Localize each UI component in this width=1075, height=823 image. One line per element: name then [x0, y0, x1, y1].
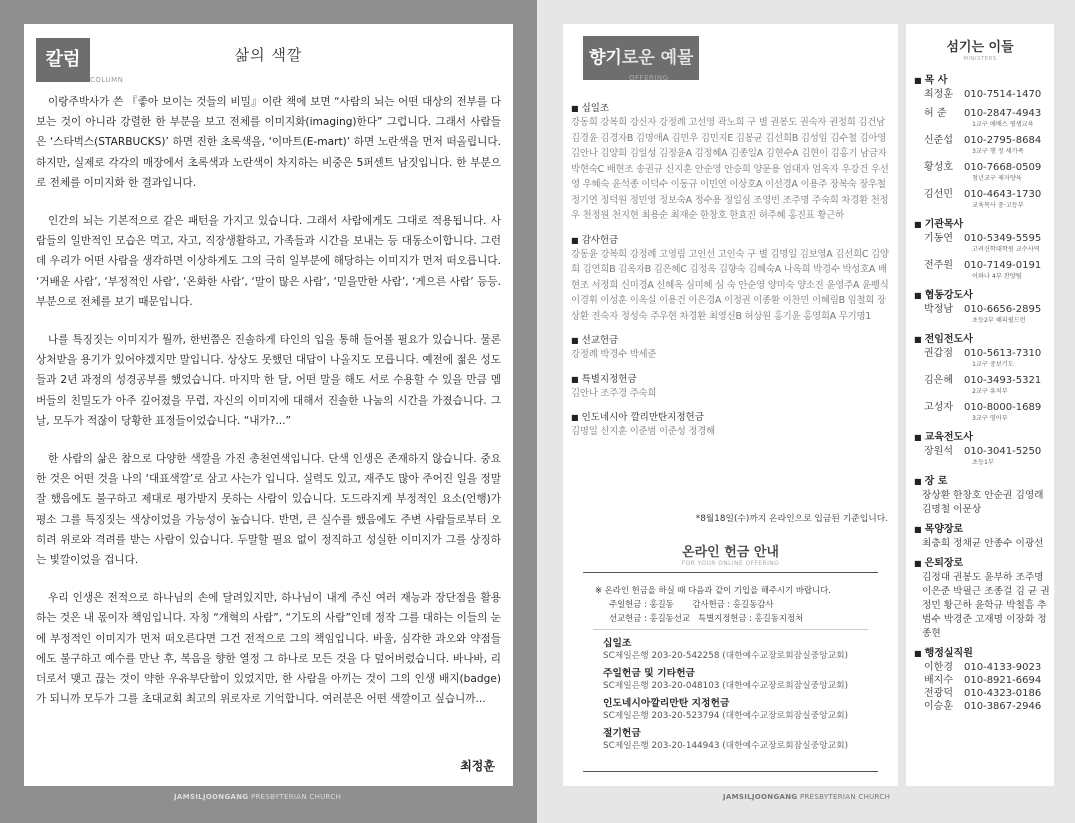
minister-role: 청년교구 제자양육	[972, 175, 1022, 182]
edu-section-title	[914, 428, 1052, 443]
minister-role: 3교구 행 정 새가족	[972, 148, 1024, 155]
minister-row	[924, 188, 1052, 201]
minister-phone: 010-8000-1689	[964, 402, 1042, 413]
minister-role: 고려신학대학원 교수사역	[972, 246, 1040, 253]
minister-phone: 010-6656-2895	[964, 304, 1042, 315]
offering-panel	[563, 24, 898, 786]
minister-role: 1교구 애배스 평생교육	[972, 121, 1034, 128]
staff-phone: 010-8921-6694	[964, 675, 1042, 686]
online-example-line: 선교헌금 : 홍길동선교 특별지정헌금 : 홍길동지정처	[609, 613, 804, 623]
offering-section-title	[571, 332, 893, 346]
tithe-title: 십일조	[581, 103, 610, 114]
footer-brand: JAMSILJOONGANG	[723, 793, 798, 801]
minister-role: 교육목사 중·고등부	[972, 202, 1024, 209]
online-box	[583, 572, 878, 772]
square-bullet-icon: ■	[914, 220, 922, 229]
column-author: 최정훈	[460, 759, 495, 773]
minister-row	[924, 303, 1052, 316]
offering-tag-b: 로운 예물	[621, 48, 694, 68]
account-item	[603, 727, 848, 752]
square-bullet-icon: ■	[571, 413, 579, 422]
minister-role: 2교구 유치부	[972, 388, 1008, 395]
staff-phone: 010-4323-0186	[964, 688, 1042, 699]
minister-name: 기동연	[924, 233, 953, 244]
account-number: SC제일은행 203-20-542258 (대한예수교장로회잠실중앙교회)	[603, 651, 849, 661]
evan-title: 전임전도사	[924, 334, 973, 345]
minister-row	[924, 107, 1052, 120]
minister-role: 초등1부	[972, 459, 994, 466]
column-paragraph: 나를 특징짓는 이미지가 뭘까, 한번쯤은 진솔하게 타인의 입을 통해 들어볼 필요가 있습니다. 물론 상처받을 용기가 있어야겠지만 말입니다. 상상도 못했던 대답이 나올지도 모릅니다. 예전에 젊은 성도들과 2년 과정의 성경공부를 했었습니다. 마지막 한 달, 어떤 말을 해도 서로 수용할 수 있을 만큼 멤버들의 친밀도가 아주 깊어졌을 무렵, 자신의 이미지에 대해서 진솔한 나눔의 시간을 가졌습니다. 그날, 모두가 적잖이 당황한 표정들이었습니다. “내가?...”	[36, 334, 501, 427]
pastor-title: 목 사	[924, 75, 948, 86]
minister-row	[924, 88, 1052, 101]
column-title: 삶의 색깔	[234, 46, 303, 64]
minister-role: 초등2부 해피필드런	[972, 317, 1026, 324]
offering-section-title	[571, 409, 893, 423]
square-bullet-icon: ■	[571, 374, 579, 384]
account-item	[603, 667, 848, 692]
offering-list	[571, 100, 893, 448]
staff-name: 배지수	[924, 675, 953, 686]
special-names: 김안나 조주경 주숙희	[571, 387, 657, 399]
emeritus-title: 은퇴장로	[924, 558, 964, 569]
staff-row	[924, 674, 1052, 687]
staff-row	[924, 661, 1052, 674]
minister-row	[924, 232, 1052, 245]
minister-row	[924, 347, 1052, 360]
account-item	[603, 697, 848, 722]
staff-name: 이승훈	[924, 701, 953, 712]
column-body	[36, 92, 501, 727]
minister-phone: 010-5613-7310	[964, 348, 1042, 359]
column-paragraph: 한 사람의 삶은 참으로 다양한 색깔을 가진 총천연색입니다. 단색 인생은 존재하지 않습니다. 중요한 것은 어떤 것을 나의 ‘대표색깔’로 삼고 사는가 입니다. 실력도 있고, 재주도 많아 주어진 일을 정말 잘 했음에도 불구하고 제대로 평가받지 못하는 사람이 있습니다. 도드라지게 부정적인 요소(언행)가 평소 그를 특징짓는 색상이었을 가능성이 높습니다. 반면, 큰 실수를 했음에도 주변 사람들로부터 오히려 위로와 격려를 받는 사람이 있습니다. 두말할 필요 없이 정직하고 성실한 이미지가 그를 상징하는 빛깔이었을 겁니다.	[36, 453, 501, 567]
account-number: SC제일은행 203-20-048103 (대한예수교장로회잠실중앙교회)	[603, 681, 849, 691]
ministers-title: 섬기는 이들	[946, 40, 1014, 55]
square-bullet-icon: ■	[914, 76, 922, 85]
minister-phone: 010-7149-0191	[964, 260, 1042, 271]
minister-name: 최정훈	[924, 89, 953, 100]
tithe-names: 강동희 강복희 강신자 강정례 고선영 곽노희 구 별 권봉도 권숙자 권정희 김건남 김경윤 김경자B 김명애A 김민우 김민지E 김봉균 김선희B 김성임 김수철 김아영 김안나 김양희 김일성 김정윤A 김정혜A 김종일A 김현수A 김현이 김홍기 남금자 박현숙C 배현조 송권규 신지훈 안순영 안승희 양문용 엄대자 엄옥자 우강건 우선영 우혜숙 윤석종 이덕수 이동규 이민연 이상호A 이선경A 이용주 장복숙 장우철 정기연 정덕원 정민영 정보숙A 정수용 정일심 조영빈 조주명 주숙희 차경환 천정우 천정원 천지현 최용순 최재순 한창호 한효진 허주혜 홍진표 황근하	[571, 117, 889, 221]
account-name: 인도네시아깔리만탄 지정헌금	[603, 698, 730, 709]
minister-name: 김선민	[924, 189, 953, 200]
minister-row	[924, 374, 1052, 387]
retired-elder-title: 목양장로	[924, 524, 964, 535]
coop-title: 협동강도사	[924, 290, 973, 301]
indonesia-names: 김명일 신지훈 이준범 이준성 정경해	[571, 426, 715, 437]
pastor-section-title	[914, 71, 1052, 86]
account-number: SC제일은행 203-20-144943 (대한예수교장로회잠실중앙교회)	[603, 741, 849, 751]
minister-name: 고성자	[924, 402, 953, 413]
minister-row	[924, 401, 1052, 414]
online-sub: FOR YOUR ONLINE OFFERING	[681, 560, 780, 567]
minister-phone: 010-7514-1470	[964, 89, 1042, 100]
account-list	[603, 637, 848, 757]
account-name: 주일헌금 및 기타헌금	[603, 668, 695, 679]
square-bullet-icon: ■	[914, 525, 922, 534]
mission-title: 선교헌금	[581, 335, 619, 346]
deadline-note: *8월18일(수)까지 온라인으로 입금된 기준입니다.	[695, 514, 888, 524]
square-bullet-icon: ■	[914, 559, 922, 568]
offering-tag-a: 향기	[589, 48, 622, 68]
admin-title: 행정실직원	[924, 648, 973, 659]
minister-phone: 010-4643-1730	[964, 189, 1042, 200]
online-title: 온라인 헌금 안내	[682, 545, 779, 560]
staff-phone: 010-3867-2946	[964, 701, 1042, 712]
minister-phone: 010-2847-4943	[964, 108, 1042, 119]
footer-rest: PRESBYTERIAN CHURCH	[248, 793, 342, 801]
special-title: 특별지정헌금	[581, 373, 637, 385]
minister-name: 권갑점	[924, 348, 953, 359]
minister-role: 어와나 4부 찬양팀	[972, 273, 1022, 280]
staff-row	[924, 700, 1052, 713]
minister-name: 황성호	[924, 162, 953, 173]
minister-name: 신준섭	[924, 135, 953, 146]
square-bullet-icon: ■	[571, 336, 579, 345]
minister-name: 허 준	[924, 108, 947, 119]
minister-role: 1교구 중보기도	[972, 361, 1014, 368]
minister-phone: 010-5349-5595	[964, 233, 1042, 244]
square-bullet-icon: ■	[914, 291, 922, 300]
minister-name: 장원석	[924, 446, 953, 457]
minister-phone: 010-3041-5250	[964, 446, 1042, 457]
offering-section-title	[571, 371, 893, 385]
ministers-panel	[906, 24, 1054, 786]
ministers-list	[914, 68, 1052, 713]
inst-section-title	[914, 215, 1052, 230]
emeritus-names: 김정대 권봉도 윤부하 조주명 이은준 박필근 조종걸 김 균 권정민 황근하 윤학규 박철흠 추범수 박경준 고재명 이장화 정종현	[922, 572, 1050, 639]
offering-sub: OFFERING	[629, 74, 669, 82]
minister-phone: 010-7668-0509	[964, 162, 1042, 173]
elder-title: 장 로	[924, 476, 948, 487]
edu-title: 교육전도사	[924, 432, 973, 443]
minister-name: 전주원	[924, 260, 953, 271]
minister-row	[924, 161, 1052, 174]
square-bullet-icon: ■	[914, 477, 922, 486]
inst-title: 기관목사	[924, 219, 964, 230]
evan-section-title	[914, 330, 1052, 345]
coop-section-title	[914, 286, 1052, 301]
square-bullet-icon: ■	[914, 649, 922, 658]
thanks-title: 감사헌금	[581, 234, 619, 246]
staff-row	[924, 687, 1052, 700]
column-sub: COLUMN	[90, 76, 124, 84]
divider	[593, 629, 868, 630]
minister-phone: 010-2795-8684	[964, 135, 1042, 146]
account-name: 절기헌금	[603, 728, 641, 739]
ministers-sub: MINISTERS	[963, 56, 997, 62]
footer-left	[174, 793, 341, 801]
account-name: 십일조	[603, 638, 632, 649]
account-item	[603, 637, 848, 662]
elder-names: 장상환 한창호 안순권 김영래 김명철 이문상	[922, 490, 1044, 515]
account-number: SC제일은행 203-20-523794 (대한예수교장로회잠실중앙교회)	[603, 711, 849, 721]
staff-name: 전광덕	[924, 688, 953, 699]
footer-rest: PRESBYTERIAN CHURCH	[797, 793, 891, 801]
column-tag: 칼럼	[36, 38, 90, 82]
minister-name: 김은혜	[924, 375, 953, 386]
column-paragraph: 우리 인생은 전적으로 하나님의 손에 달려있지만, 하나님이 내게 주신 여러 재능과 장단점을 활용하는 것은 내 몫이자 책임입니다. 자칭 “개혁의 사람”, “기도의 사람”인데 정작 그를 대하는 이들의 눈에 부정적인 이미지가 먼저 떠오른다면 그건 전적으로 그의 책임입니다. 바울, 심각한 과오와 약점들에도 불구하고 예수를 만난 후, 복음을 향한 열정 그 하나로 모든 것을 다 덮어버렸습니다. 바나바, 리더로서 맺고 끊는 것이 약한 우유부단함이 있었지만, 한 사람을 아끼는 것이 그의 인생 배지(badge)가 되니까 모두가 그를 초대교회 최고의 위로자로 기억합니다. 여러분은 어떤 색깔이고 싶습니까...	[36, 592, 501, 706]
minister-name: 박정남	[924, 304, 953, 315]
staff-name: 이한경	[924, 662, 953, 673]
column-paragraph: 인간의 뇌는 기본적으로 같은 패턴을 가지고 있습니다. 그래서 사람에게도 그대로 적용됩니다. 사람들의 일반적인 모습은 먹고, 자고, 직장생활하고, 가족들과 시간을 보내는 등 대동소이합니다. 그런데 우리가 어떤 사람을 생각하면 이상하게도 그의 극히 일부분에 해당하는 이미지가 먼저 떠오릅니다. ‘거배운 사람’, ‘부정적인 사람’, ‘온화한 사람’, ‘말이 많은 사람’, ‘믿을만한 사람’, ‘게으른 사람’ 등등. 부분으로 전체를 보기 때문입니다.	[36, 215, 501, 308]
thanks-names: 강동윤 강복희 강정례 고영림 고인선 고인숙 구 별 김명일 김보영A 김선희C 김양희 김연희B 김옥자B 김은혜C 김정옥 김향숙 김혜숙A 나옥희 박경수 박성호A 배현조 서정희 신미경A 신혜옥 심미혜 심 숙 안순영 양미숙 양소진 윤영주A 윤펭식 이경휘 이성훈 이옥실 이용건 이은경A 이정권 이종환 이찬민 이혜림B 임철희 장상환 전숙자 정성숙 주우현 차경환 최영신B 허상원 홍기윤 홍영희A 무기명1	[571, 248, 889, 322]
minister-row	[924, 259, 1052, 272]
footer-right	[723, 793, 890, 801]
admin-section-title	[914, 644, 1052, 659]
online-example-line: 주일헌금 : 홍길동 감사헌금 : 홍길동감사	[609, 599, 774, 609]
offering-section-title	[571, 232, 893, 246]
square-bullet-icon: ■	[914, 433, 922, 442]
retired-elder-names: 최충희 정채균 안종수 이광선	[922, 538, 1044, 549]
retired-elder-section-title	[914, 520, 1052, 535]
online-note	[595, 583, 875, 625]
staff-phone: 010-4133-9023	[964, 662, 1042, 673]
minister-phone: 010-3493-5321	[964, 375, 1042, 386]
column-paragraph: 이랑주박사가 쓴 『좋아 보이는 것들의 비밀』이란 책에 보면 “사람의 뇌는 어떤 대상의 전부를 다 보는 것이 아니라 강렬한 한 부분을 보고 전체를 이미지화(imaging)한다” 그럽니다. 그래서 사람들은 ‘스타벅스(STARBUCKS)’ 하면 진한 초록색을, ‘이마트(E-mart)’ 하면 노란색을 먼저 떠올립니다. 하지만, 실제로 각각의 매장에서 초록색과 노란색이 차지하는 비중은 5퍼센트 남짓입니다. 한 부분으로 전체를 이미지화 한 결과입니다.	[36, 96, 501, 189]
square-bullet-icon: ■	[571, 104, 579, 113]
square-bullet-icon: ■	[914, 335, 922, 344]
online-note-line: ※ 온라인 헌금을 하실 때 다음과 같이 기입을 해주시기 바랍니다.	[595, 585, 831, 595]
emeritus-section-title	[914, 554, 1052, 569]
offering-section-title	[571, 100, 893, 114]
footer-brand: JAMSILJOONGANG	[174, 793, 249, 801]
minister-row	[924, 134, 1052, 147]
mission-names: 강정례 박경수 박세준	[571, 349, 657, 360]
column-panel	[24, 24, 513, 786]
indonesia-title: 인도네시아 깔리만탄지정헌금	[581, 412, 704, 423]
elder-section-title	[914, 472, 1052, 487]
square-bullet-icon: ■	[571, 235, 579, 245]
minister-role: 3교구 영아부	[972, 415, 1008, 422]
minister-row	[924, 445, 1052, 458]
